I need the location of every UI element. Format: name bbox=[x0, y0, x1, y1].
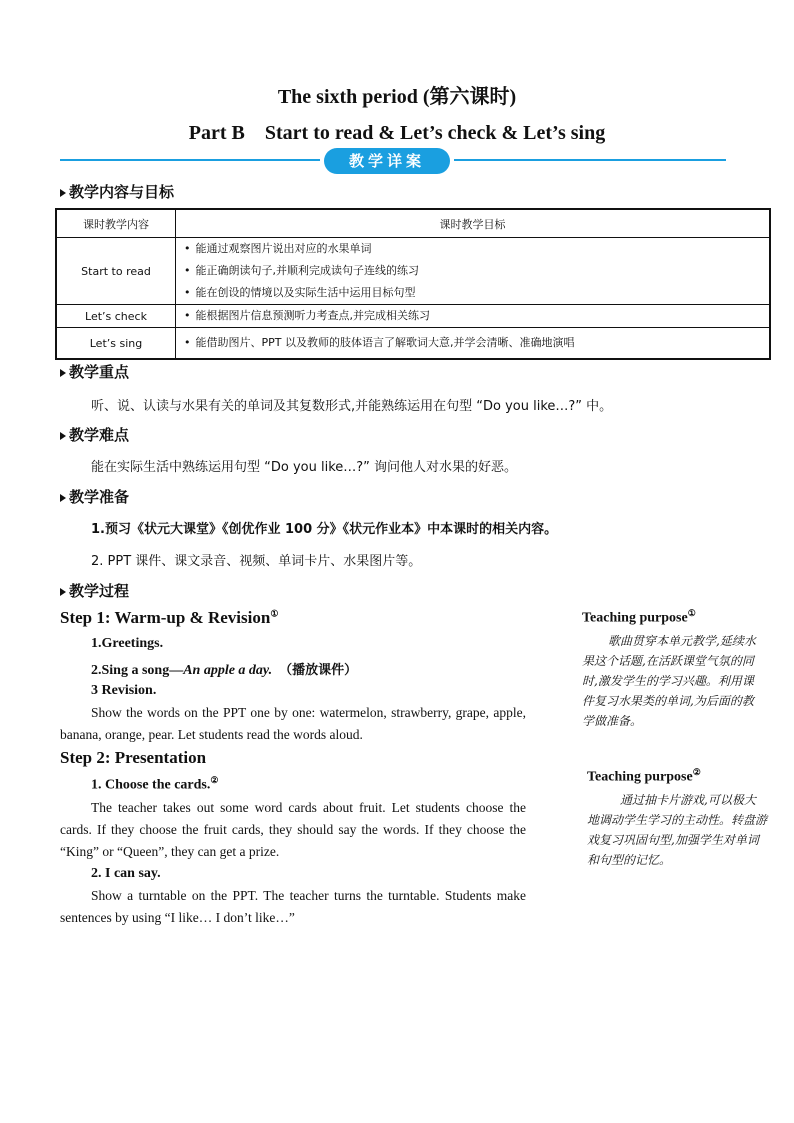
step-2-item-2-text: Show a turntable on the PPT. The teacher turns the turntable. Students make sentences by using “I like… I don’t like…” bbox=[60, 888, 526, 925]
page-title: The sixth period (第六课时) bbox=[277, 86, 517, 108]
step-2-item-1-text: The teacher takes out some word cards about fruit. Let students choose the cards. If they choose the fruit cards, they should say the words. If they choose the “King” or “Queen”, they can get a prize. bbox=[60, 800, 526, 859]
step-1-item-1: 1.Greetings. bbox=[91, 636, 164, 651]
header-content: 课时教学内容 bbox=[56, 209, 176, 238]
teaching-purpose-2-text: 通过抽卡片游戏,可以极大地调动学生学习的主动性。转盘游戏复习巩固句型,加强学生对单词和句型的记忆。 bbox=[587, 793, 768, 867]
bullet-triangle-icon bbox=[60, 494, 66, 502]
footnote-ref: ① bbox=[270, 608, 279, 619]
section-banner bbox=[324, 148, 450, 174]
teaching-purpose-1-text: 歌曲贯穿本单元教学,延续水果这个话题,在活跃课堂气氛的同时,激发学生的学习兴趣。利用课件复习水果类的单词,为后面的教学做准备。 bbox=[582, 634, 756, 728]
divider-right bbox=[454, 159, 726, 161]
step-2-title: Step 2: Presentation bbox=[60, 748, 207, 767]
song-title: An apple a day. bbox=[183, 663, 273, 678]
preparation-item-2: 2. PPT 课件、课文录音、视频、单词卡片、水果图片等。 bbox=[91, 554, 422, 569]
teaching-purpose-1-title: Teaching purpose① bbox=[582, 608, 696, 626]
goals-table-header bbox=[56, 209, 770, 238]
goal-item: • 能通过观察图片说出对应的水果单词 bbox=[184, 238, 761, 260]
footnote-ref: ② bbox=[692, 767, 701, 777]
table-row bbox=[56, 305, 770, 328]
divider-left bbox=[60, 159, 320, 161]
bullet-triangle-icon bbox=[60, 189, 66, 197]
step-1-item-2: 2.Sing a song—An apple a day. （播放课件） bbox=[91, 663, 358, 678]
goal-item: • 能借助图片、PPT 以及教师的肢体语言了解歌词大意,并学会清晰、准确地演唱 bbox=[184, 332, 761, 354]
preparation-heading: 教学准备 bbox=[60, 486, 129, 507]
bullet-triangle-icon bbox=[60, 432, 66, 440]
row-content: Let’s sing bbox=[56, 328, 176, 360]
footnote-ref: ② bbox=[210, 775, 219, 785]
bullet-triangle-icon bbox=[60, 369, 66, 377]
difficult-points-heading: 教学难点 bbox=[60, 424, 129, 445]
row-content: Start to read bbox=[56, 238, 176, 305]
goal-item: • 能正确朗读句子,并顺利完成读句子连线的练习 bbox=[184, 260, 761, 282]
table-row bbox=[56, 328, 770, 360]
page-subtitle: Part B Start to read & Let’s check & Let’s sing bbox=[188, 122, 606, 144]
preparation-item-1: 1.预习《状元大课堂》《创优作业 100 分》《状元作业本》中本课时的相关内容。 bbox=[91, 522, 558, 537]
step-1-title: Step 1: Warm-up & Revision① bbox=[60, 608, 279, 627]
banner-label: 教学详案 bbox=[348, 152, 425, 170]
step-1-item-3: 3 Revision. bbox=[91, 683, 157, 698]
header-goals: 课时教学目标 bbox=[176, 209, 771, 238]
step-2-item-2: 2. I can say. bbox=[91, 866, 161, 881]
bullet-triangle-icon bbox=[60, 588, 66, 596]
footnote-ref: ① bbox=[687, 608, 696, 618]
key-points-text: 听、说、认读与水果有关的单词及其复数形式,并能熟练运用在句型 “Do you like…?” 中。 bbox=[91, 399, 613, 414]
process-heading: 教学过程 bbox=[60, 580, 129, 601]
row-content: Let’s check bbox=[56, 305, 176, 328]
goal-item: • 能根据图片信息预测听力考查点,并完成相关练习 bbox=[184, 305, 761, 327]
difficult-points-text: 能在实际生活中熟练运用句型 “Do you like…?” 询问他人对水果的好恶。 bbox=[91, 460, 518, 475]
goal-item: • 能在创设的情境以及实际生活中运用目标句型 bbox=[184, 282, 761, 304]
step-2-item-1: 1. Choose the cards.② bbox=[91, 775, 219, 793]
goals-heading: 教学内容与目标 bbox=[60, 181, 174, 202]
step-1-item-3-text: Show the words on the PPT one by one: watermelon, strawberry, grape, apple, banana, orange, pear. Let students read the words aloud. bbox=[60, 705, 526, 742]
teaching-purpose-2-title: Teaching purpose② bbox=[587, 767, 701, 785]
key-points-heading: 教学重点 bbox=[60, 361, 129, 382]
table-row bbox=[56, 238, 770, 305]
goals-table bbox=[55, 208, 771, 360]
